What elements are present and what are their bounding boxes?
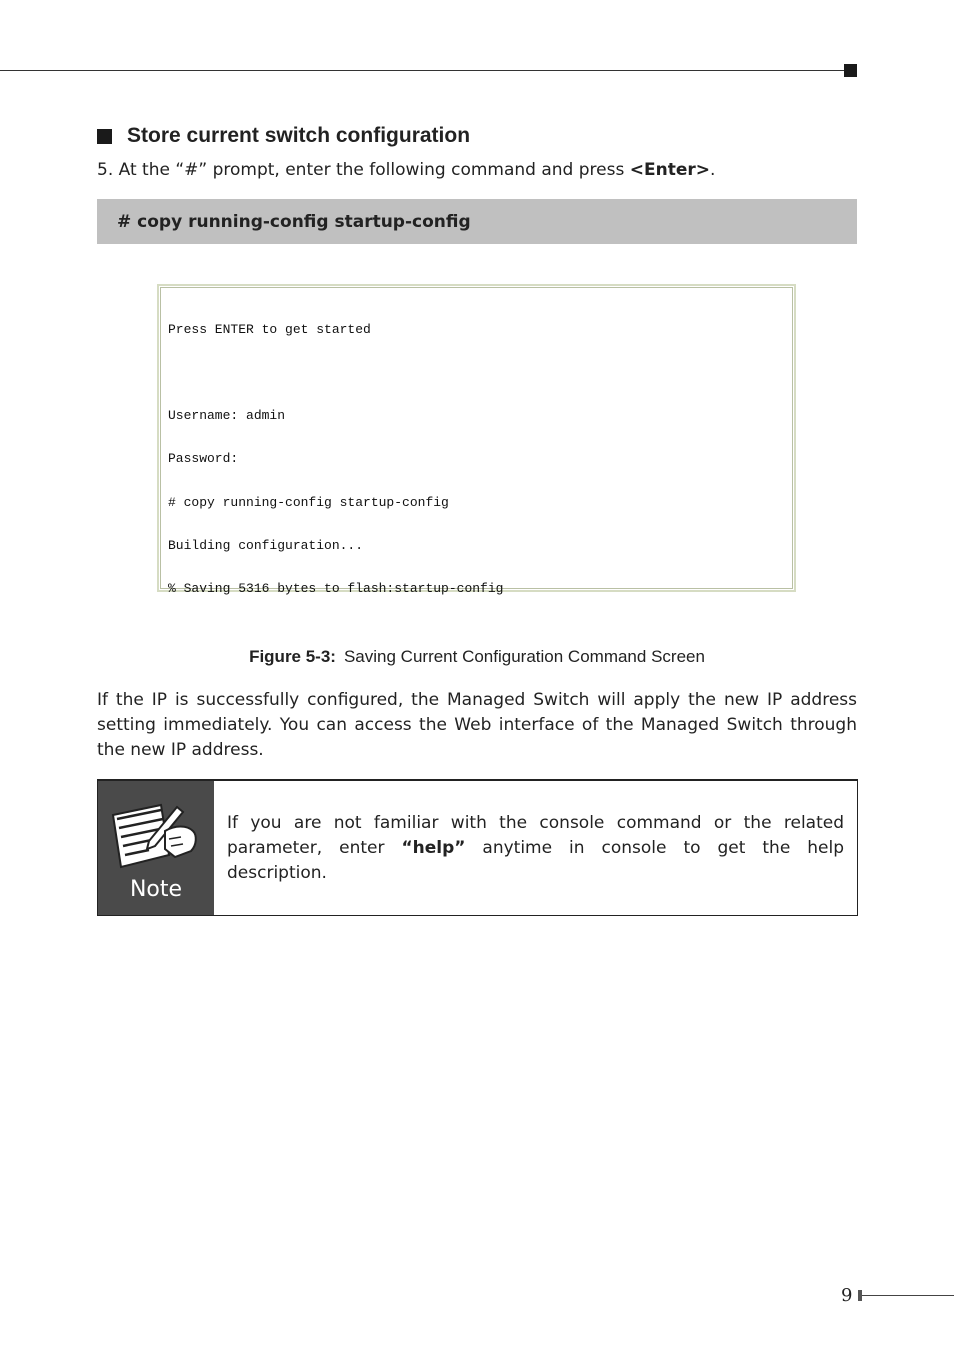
header-rule [0,70,846,71]
note-text-after: anytime in console to get the help description. [227,838,844,883]
page-number: 9 [841,1285,853,1306]
section-heading [97,124,470,148]
footer-rule [862,1295,954,1296]
command-text: # copy running-config startup-config [117,211,471,232]
terminal-line: Building configuration... [168,537,364,553]
terminal-line: Press ENTER to get started [168,321,371,337]
note-text-bold: “help” [401,838,466,858]
figure-caption-label: Figure 5-3: [249,647,336,666]
body-paragraph: If the IP is successfully configured, the Managed Switch will apply the new IP address setting immediately. You can access the Web interface of the Managed Switch through the new IP address. [97,690,857,760]
step-text-after: . [709,160,716,180]
note-pencil-icon [109,801,203,875]
terminal-line: Username: admin [168,408,286,424]
terminal-line [168,366,503,380]
command-box [97,199,857,244]
terminal-line: % Saving 5316 bytes to flash:startup-config [168,581,504,597]
note-text-before: If you are not familiar with the console command or the related parameter, enter [227,813,844,858]
terminal-line: # copy running-config startup-config [168,494,449,510]
section-heading-text: Store current switch configuration [127,124,471,147]
figure-caption [0,647,954,667]
step-key: <Enter> [629,160,710,180]
terminal-screenshot [157,284,796,597]
step-instruction [97,160,715,180]
header-square-marker [844,64,857,77]
note-box [97,779,858,916]
figure-caption-text: Saving Current Configuration Command Screen [343,647,705,666]
terminal-output [168,294,503,625]
note-text [227,811,844,886]
note-label: Note [129,877,183,902]
note-sidebar [98,781,214,915]
bullet-square-icon [97,129,112,144]
terminal-line: Password: [168,451,239,467]
step-text-before: 5. At the “#” prompt, enter the following command and press [97,160,630,180]
